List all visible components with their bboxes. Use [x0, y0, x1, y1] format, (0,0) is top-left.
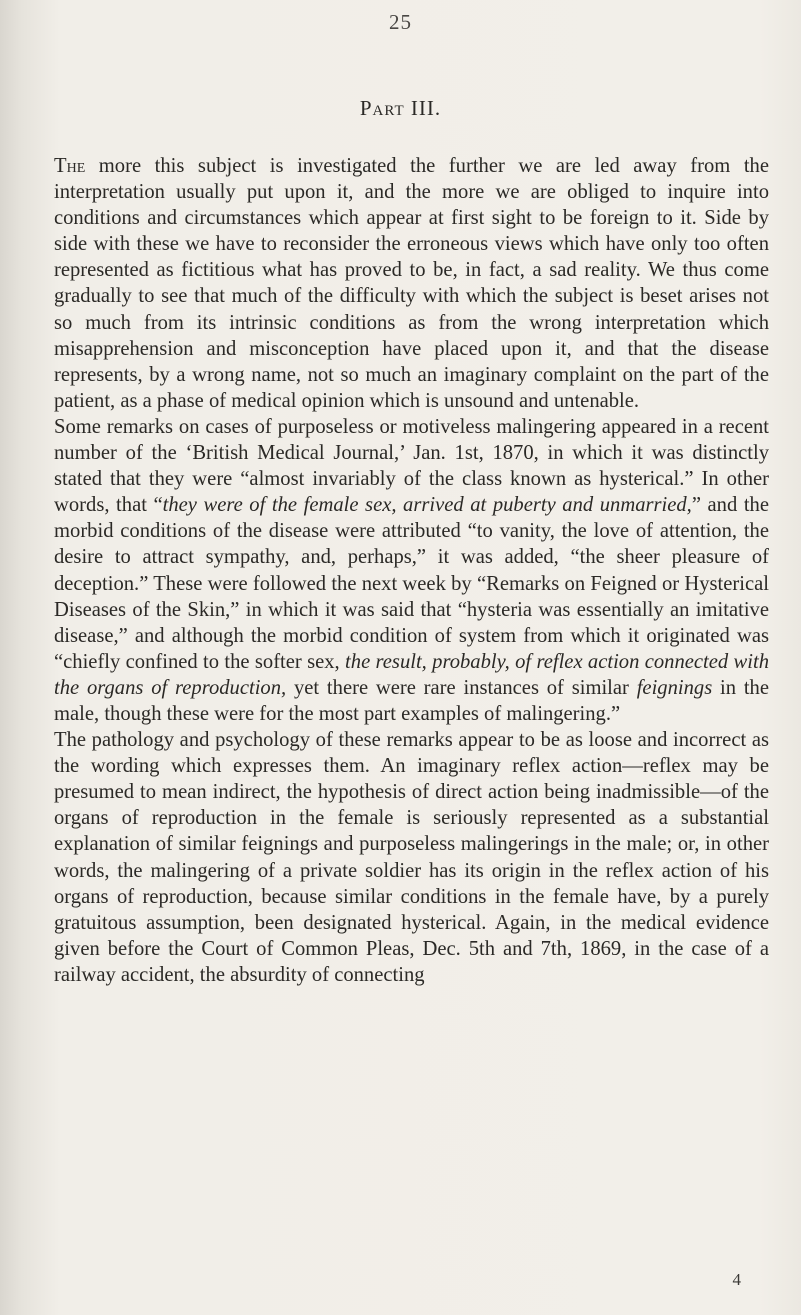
text-segment: yet there were rare instances of similar [286, 676, 637, 699]
paragraph-1 [54, 153, 769, 414]
signature-mark: 4 [732, 1270, 741, 1289]
paragraph-2 [54, 414, 769, 727]
part-heading: Part III. [359, 96, 442, 120]
text-segment: The pathology and psychology of these remarks appear to be as loose and incorrect as the wording which expresses them. An imaginary reflex action—reflex may be presumed to mean indirect, the hypothesis of direct action being inadmissible—of the organs of reproduction in the female is seriously represented as a substantial explanation of similar feignings and purposeless malingerings in the male; or, in other words, the malingering of a private soldier has its origin in the reflex action of his organs of reproduction, because similar conditions in the female have, by a purely gratuitous assumption, been designated hysterical. Again, in the medical evidence given before the Court of Common Pleas, Dec. 5th and 7th, 1869, in the case of a railway accident, the absurdity of connecting [54, 729, 769, 986]
text-segment: feignings [636, 676, 713, 699]
paragraph-3 [54, 727, 769, 988]
text-segment: The [54, 155, 86, 177]
text-segment: more this subject is investigated the further we are led away from the interpretation usually put upon it, and the more we are obliged to inquire into conditions and circumstances which appear at first sight to be foreign to it. Side by side with these we have to reconsider the erroneous views which have only too often represented as fictitious what has proved to be, in fact, a sad reality. We thus come gradually to see that much of the difficulty with which the subject is beset arises not so much from its intrinsic conditions as from the wrong interpretation which misapprehension and misconception have placed upon it, and that the disease represents, by a wrong name, not so much an imaginary complaint on the part of the patient, as a phase of medical opinion which is unsound and untenable. [54, 155, 769, 412]
text-segment: in the male, though these were for the most part examples of malingering.” [54, 676, 769, 725]
text-segment: ” and the morbid conditions of the disease were attributed “to vanity, the love of attention, the desire to attract sympathy, and, perhaps,” it was added, “the sheer pleasure of deception.” These were followed the next week by “Remarks on Feigned or Hysterical Diseases of the Skin,” in which it was said that “hysteria was essentially an imitative disease,” and although the morbid condition of system from which it originated was “chiefly confined to the softer sex, [54, 494, 769, 673]
text-segment: they were of the female sex, arrived at puberty and unmarried, [162, 494, 692, 517]
text-segment: Some remarks on cases of purposeless or motiveless malingering appeared in a recent number of the ‘British Medical Journal,’ Jan. 1st, 1870, in which it was distinctly stated that they were “almost invariably of the class known as hysterical.” In other words, that “ [54, 415, 769, 517]
text-segment: the result, probably, of reflex action connected with the organs of reproduction, [54, 650, 770, 699]
body-text [54, 153, 769, 988]
page-number: 25 [389, 10, 412, 34]
